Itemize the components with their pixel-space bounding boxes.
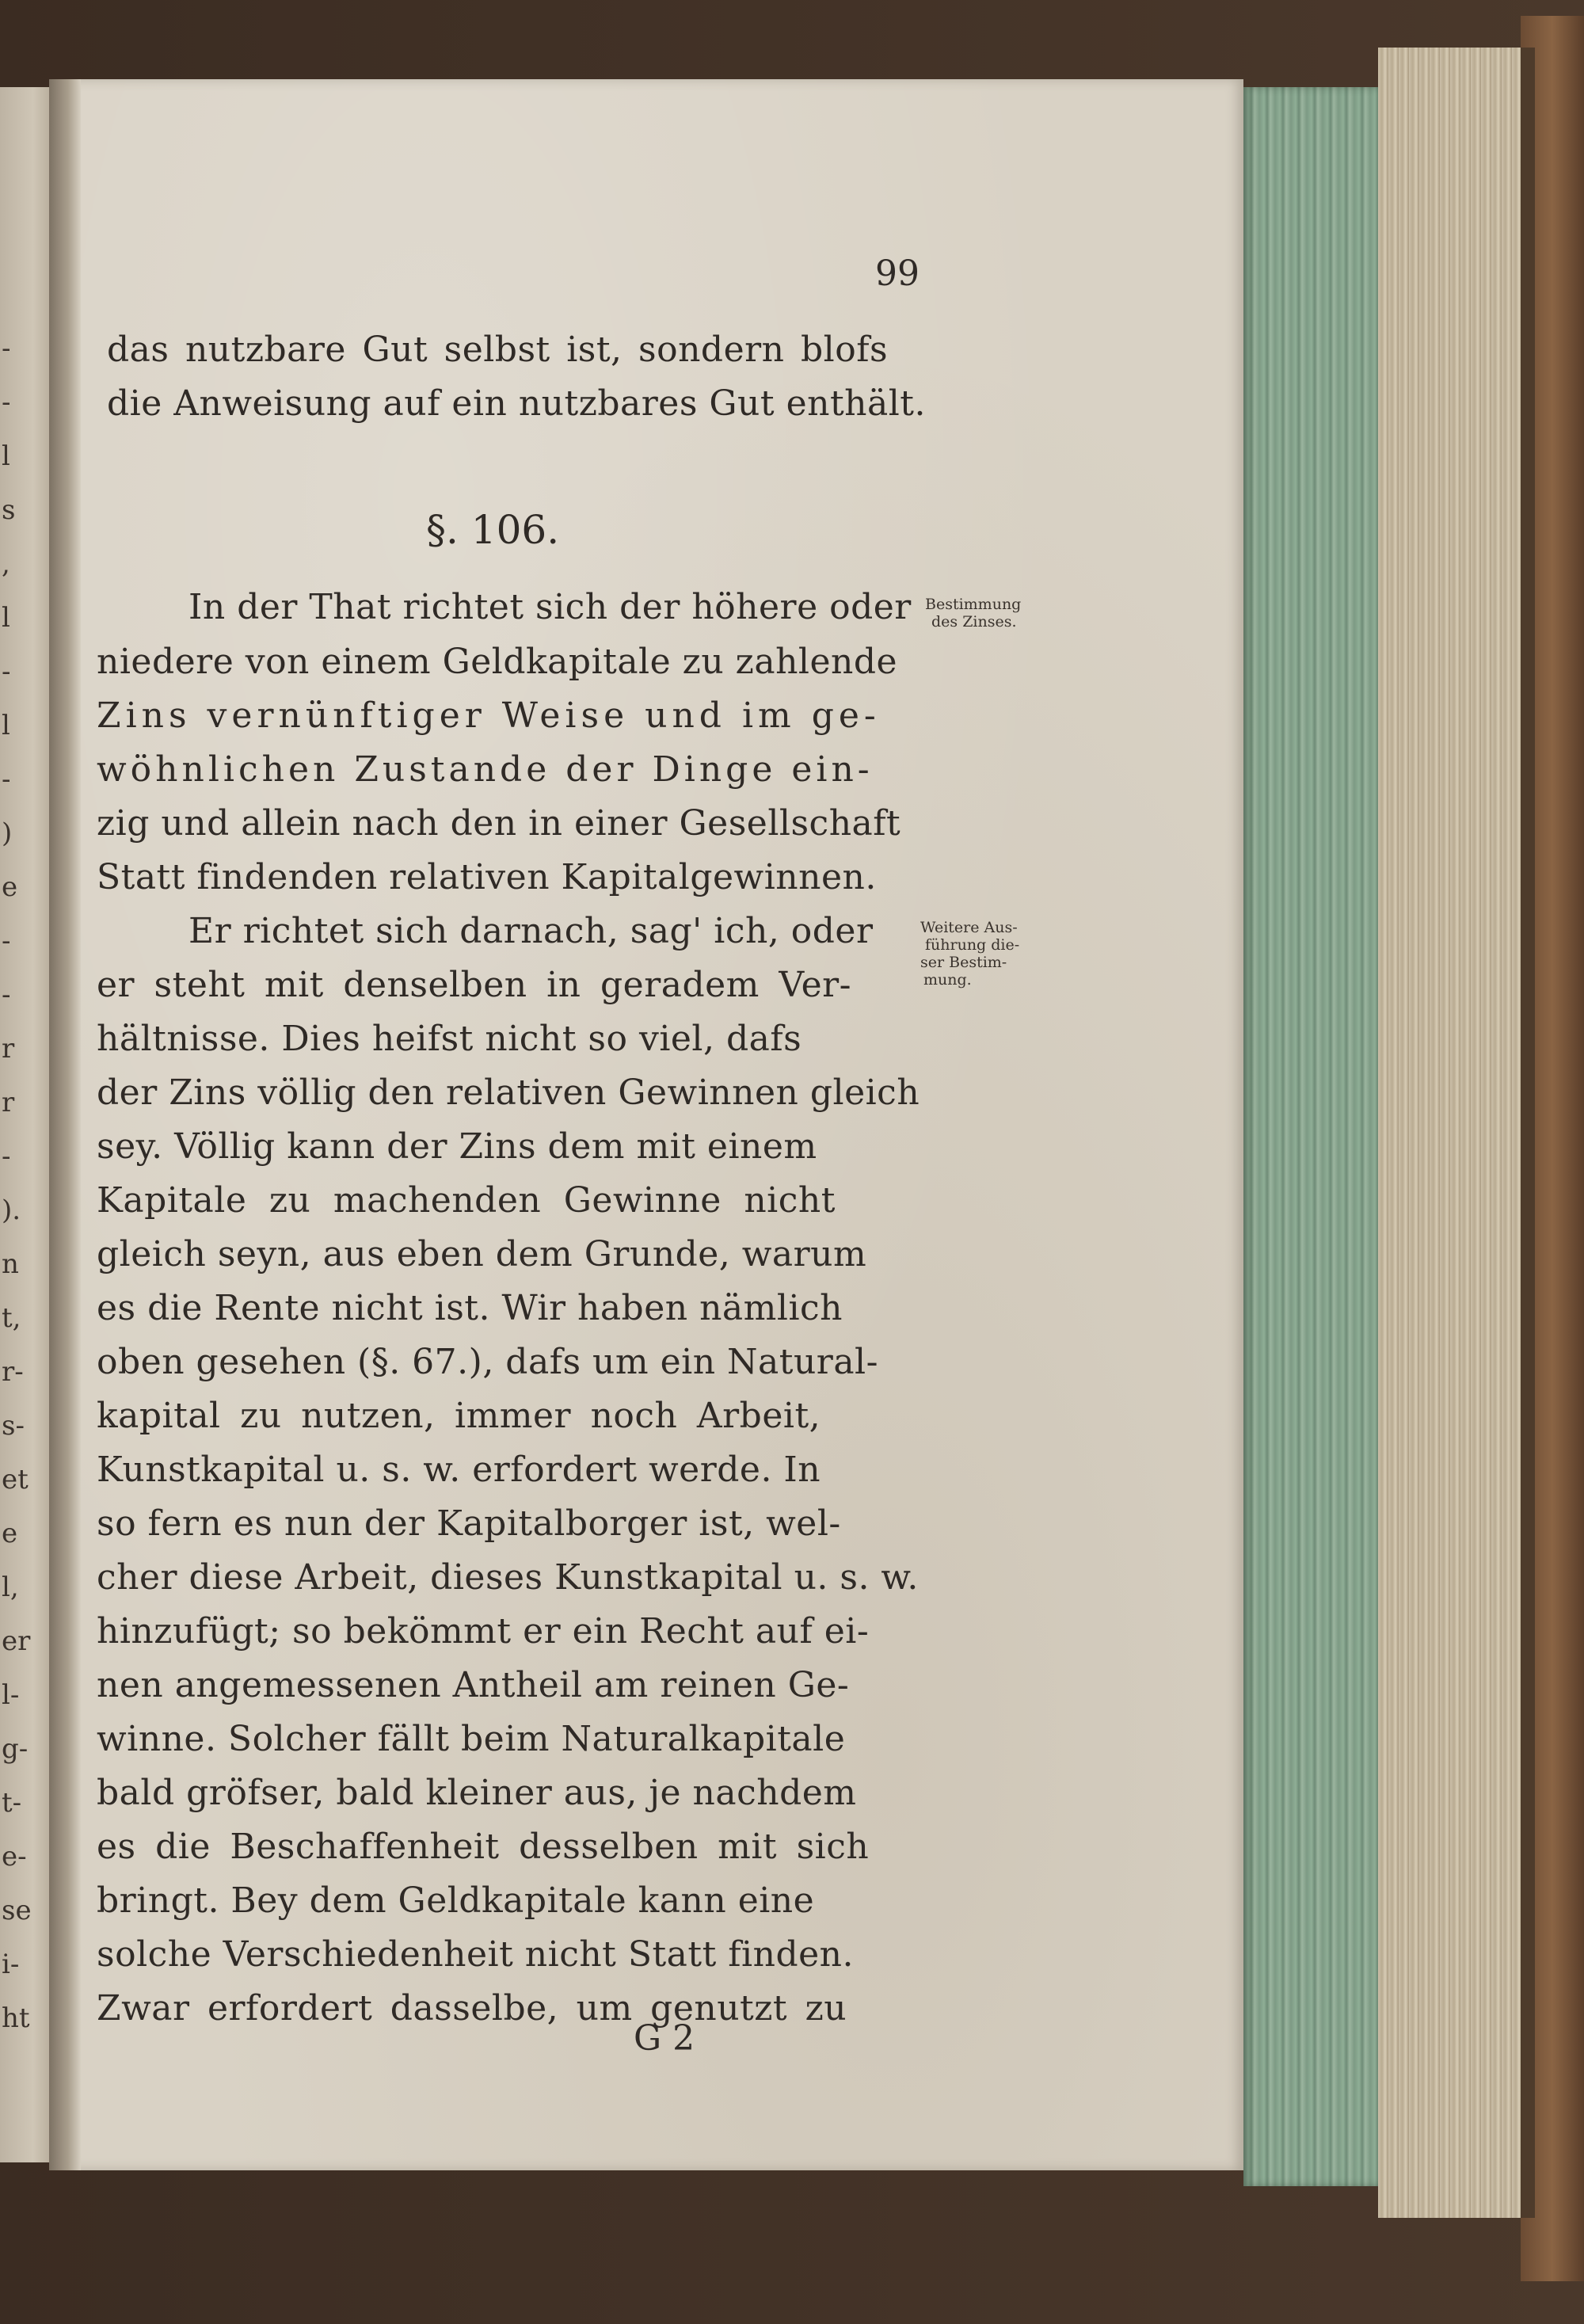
text-line: zig und allein nach den in einer Gesellschaft	[97, 803, 901, 844]
left-page-fragment: -	[2, 1141, 11, 1172]
text-line: Kunstkapital u. s. w. erfordert werde. In	[97, 1450, 821, 1490]
text-line: Zwar erfordert dasselbe, um genutzt zu	[97, 1988, 847, 2029]
left-page-fragment: -	[2, 979, 11, 1011]
text-line: hältnisse. Dies heifst nicht so viel, dafs	[97, 1019, 802, 1059]
left-page-fragment: n	[2, 1248, 19, 1280]
left-page-fragment: e	[2, 1518, 18, 1549]
margin-note-bestimmung	[925, 596, 1021, 631]
left-page-fragment: se	[2, 1895, 32, 1926]
left-page-fragment: e	[2, 871, 18, 903]
text-line: so fern es nun der Kapitalborger ist, wel-	[97, 1503, 841, 1544]
text-line: nen angemessenen Antheil am reinen Ge-	[97, 1665, 850, 1705]
left-page-fragment: et	[2, 1464, 29, 1495]
margin-note-line: führung die-	[925, 936, 1020, 954]
gutter-shadow	[49, 79, 81, 2170]
left-page-fragment: r	[2, 1033, 15, 1065]
text-line: solche Verschiedenheit nicht Statt finden.	[97, 1934, 854, 1975]
left-page-fragments	[0, 87, 48, 2162]
left-page-fragment: r	[2, 1087, 15, 1118]
left-page-fragment: ht	[2, 2002, 30, 2034]
margin-note-line: mung.	[923, 971, 972, 989]
text-line: niedere von einem Geldkapitale zu zahlende	[97, 642, 898, 682]
text-line: oben gesehen (§. 67.), dafs um ein Natural-	[97, 1342, 878, 1382]
left-page-fragment: t-	[2, 1787, 22, 1819]
margin-note-weitere	[920, 919, 1019, 989]
text-line: gleich seyn, aus eben dem Grunde, warum	[97, 1234, 867, 1274]
left-page-fragment: s-	[2, 1410, 25, 1442]
left-page-fragment: r-	[2, 1356, 24, 1388]
text-line: hinzufügt; so bekömmt er ein Recht auf ei-	[97, 1611, 870, 1652]
left-page-fragment: ).	[2, 1194, 21, 1226]
text-line: Er richtet sich darnach, sag' ich, oder	[188, 911, 874, 951]
text-line: es die Rente nicht ist. Wir haben nämlich	[97, 1288, 843, 1328]
left-page-fragment: l	[2, 602, 10, 634]
page-stack-edges	[1378, 48, 1535, 2218]
text-line: er steht mit denselben in geradem Ver-	[97, 965, 852, 1005]
left-page-fragment: l	[2, 440, 10, 472]
text-line: kapital zu nutzen, immer noch Arbeit,	[97, 1396, 821, 1436]
margin-note-line: des Zinses.	[931, 613, 1017, 631]
text-line: es die Beschaffenheit desselben mit sich	[97, 1827, 870, 1867]
text-line: cher diese Arbeit, dieses Kunstkapital u. s. w.	[97, 1557, 919, 1598]
text-line: Statt findenden relativen Kapitalgewinnen.	[97, 857, 877, 897]
left-page-fragment: e-	[2, 1841, 27, 1873]
text-line: wöhnlichen Zustande der Dinge ein-	[97, 749, 874, 790]
text-line: sey. Völlig kann der Zins dem mit einem	[97, 1126, 817, 1167]
left-page-fragment: i-	[2, 1949, 20, 1980]
left-page-fragment: er	[2, 1625, 31, 1657]
left-page-fragment: ,	[2, 548, 10, 580]
section-heading: §. 106.	[426, 507, 560, 553]
text-line: der Zins völlig den relativen Gewinnen gleich	[97, 1072, 920, 1113]
margin-note-line: Bestimmung	[925, 596, 1022, 613]
left-page-fragment: -	[2, 925, 11, 957]
page-number: 99	[875, 253, 920, 294]
margin-note-line: Weitere Aus-	[920, 919, 1018, 936]
left-page-fragment: l-	[2, 1679, 20, 1711]
text-line: bringt. Bey dem Geldkapitale kann eine	[97, 1880, 815, 1921]
left-page-fragment: -	[2, 333, 11, 364]
text-line: In der That richtet sich der höhere oder	[188, 587, 912, 627]
left-facing-page	[0, 87, 55, 2162]
green-painted-edge	[1243, 87, 1378, 2186]
signature-mark: G 2	[634, 2018, 695, 2059]
text-line: Kapitale zu machenden Gewinne nicht	[97, 1180, 836, 1221]
text-line: die Anweisung auf ein nutzbares Gut enthält.	[107, 383, 926, 424]
left-page-fragment: l,	[2, 1572, 19, 1603]
text-line: winne. Solcher fällt beim Naturalkapitale	[97, 1719, 846, 1759]
left-page-fragment: s	[2, 494, 16, 526]
left-page-fragment: -	[2, 764, 11, 795]
left-page-fragment: )	[2, 817, 13, 849]
left-page-fragment: t,	[2, 1302, 21, 1334]
left-page-fragment: g-	[2, 1733, 29, 1765]
left-page-fragment: -	[2, 656, 11, 688]
text-line: das nutzbare Gut selbst ist, sondern blofs	[107, 330, 889, 370]
text-line: Zins vernünftiger Weise und im ge-	[97, 695, 881, 736]
left-page-fragment: l	[2, 710, 10, 741]
left-page-fragment: -	[2, 387, 11, 418]
text-line: bald gröfser, bald kleiner aus, je nachdem	[97, 1773, 857, 1813]
margin-note-line: ser Bestim-	[920, 954, 1007, 971]
